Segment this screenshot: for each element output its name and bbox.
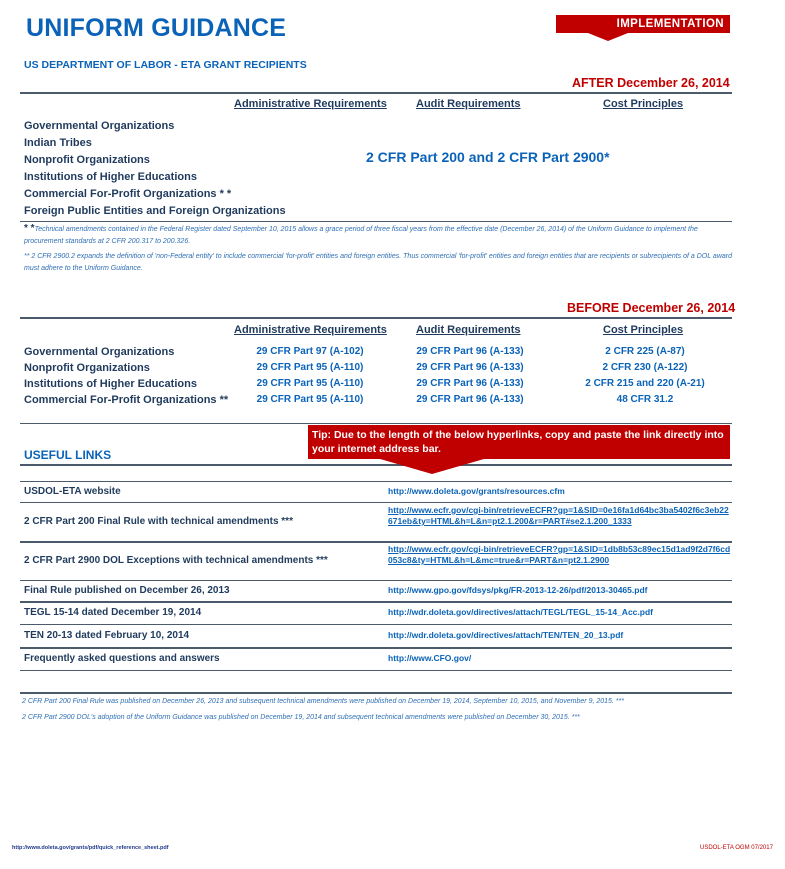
col-head-cost: Cost Principles: [603, 324, 684, 336]
footnote-1: 2 CFR Part 200 Final Rule was published on December 26, 2013 and subsequent technical amendments were published on December 19, 2014, September 10, 2015, and November 9, 2015. ***: [22, 698, 624, 705]
after-date-label: AFTER December 26, 2014: [572, 76, 730, 90]
link-label: 2 CFR Part 2900 DOL Exceptions with technical amendments ***: [24, 555, 328, 566]
after-note-2: ** 2 CFR 2900.2 expands the definition of 'non-Federal entity' to include commercial 'for-profit' entities and foreign entities. Thus commercial 'for-profit' entities and foreign entities that are recipients or subrecipients of a DOL award must adhere to the Uniform Guidance.: [24, 253, 732, 272]
before-org: Governmental Organizations: [24, 346, 175, 358]
section-divider: [20, 481, 732, 482]
col-head-cost: Cost Principles: [603, 98, 684, 110]
link-label: Frequently asked questions and answers: [24, 653, 220, 664]
tip-callout: Tip: Due to the length of the below hyperlinks, copy and paste the link directly into your internet address bar.: [308, 425, 730, 459]
link-url[interactable]: http://wdr.doleta.gov/directives/attach/TEN/TEN_20_13.pdf: [388, 630, 624, 640]
page-subtitle: US DEPARTMENT OF LABOR - ETA GRANT RECIPIENTS: [24, 59, 307, 71]
link-label: Final Rule published on December 26, 2013: [24, 585, 230, 596]
before-admin-cell: 29 CFR Part 95 (A-110): [256, 378, 364, 389]
tip-arrow-icon: [380, 459, 484, 474]
row-divider: [20, 502, 732, 503]
after-note-1: [24, 223, 734, 248]
org-indian-tribes: Indian Tribes: [24, 137, 92, 149]
before-audit-cell: 29 CFR Part 96 (A-133): [416, 362, 524, 373]
link-label: TEGL 15-14 dated December 19, 2014: [24, 607, 202, 618]
row-divider: [20, 624, 732, 625]
before-cost-cell: 2 CFR 225 (A-87): [605, 346, 685, 357]
org-commercial: Commercial For-Profit Organizations * *: [24, 188, 232, 200]
applicable-regulations: 2 CFR Part 200 and 2 CFR Part 2900*: [366, 149, 610, 165]
row-divider: [20, 670, 732, 671]
before-org: Institutions of Higher Educations: [24, 378, 197, 390]
before-admin-cell: 29 CFR Part 95 (A-110): [256, 394, 364, 405]
useful-links-heading: USEFUL LINKS: [24, 448, 112, 462]
before-date-label: BEFORE December 26, 2014: [567, 301, 736, 315]
link-url[interactable]: http://www.ecfr.gov/cgi-bin/retrieveECFR?gp=1&SID=1db8b53c89ec15d1ad9f2d7f6cd053c8&ty=HTML&h=L&mc=true&r=PART&n=pt2.1.2900: [388, 544, 731, 565]
col-head-audit: Audit Requirements: [416, 98, 521, 110]
org-higher-ed: Institutions of Higher Educations: [24, 171, 197, 183]
footnote-2: 2 CFR Part 2900 DOL's adoption of the Uniform Guidance was published on December 19, 2014 and subsequent technical amendments were published on December 30, 2015. ***: [22, 714, 580, 721]
row-divider: [20, 647, 732, 649]
before-audit-cell: 29 CFR Part 96 (A-133): [416, 378, 524, 389]
before-org: Nonprofit Organizations: [24, 362, 150, 374]
version-label: USDOL-ETA OGM 07/2017: [700, 845, 773, 851]
before-cost-cell: 2 CFR 215 and 220 (A-21): [585, 378, 705, 389]
before-audit-cell: 29 CFR Part 96 (A-133): [416, 346, 524, 357]
link-label: TEN 20-13 dated February 10, 2014: [24, 630, 190, 641]
row-divider: [20, 580, 732, 581]
link-url[interactable]: http://www.ecfr.gov/cgi-bin/retrieveECFR?gp=1&SID=0e16fa1d64bc3ba5402f6c3eb22671eb&ty=HTML&h=L&n=pt2.1.200&r=PART#se2.1.200_1333: [388, 505, 729, 526]
source-url[interactable]: http://www.doleta.gov/grants/pdf/quick_reference_sheet.pdf: [12, 845, 169, 851]
link-label: 2 CFR Part 200 Final Rule with technical amendments ***: [24, 516, 293, 527]
org-governmental: Governmental Organizations: [24, 120, 175, 132]
implementation-banner: IMPLEMENTATION: [556, 15, 730, 33]
note-text: Technical amendments contained in the Federal Register dated September 10, 2015 allows a grace period of three fiscal years from the effective date (December 26, 2014) of the Uniform Guidance to implement the procurement standards at 2 CFR 200.317 to 200.326.: [24, 226, 698, 245]
section-divider: [20, 92, 732, 94]
link-url[interactable]: http://www.gpo.gov/fdsys/pkg/FR-2013-12-26/pdf/2013-30465.pdf: [388, 585, 648, 595]
before-admin-cell: 29 CFR Part 97 (A-102): [256, 346, 364, 357]
page-title: UNIFORM GUIDANCE: [26, 14, 287, 42]
row-divider: [20, 601, 732, 603]
before-admin-cell: 29 CFR Part 95 (A-110): [256, 362, 364, 373]
before-audit-cell: 29 CFR Part 96 (A-133): [416, 394, 524, 405]
before-cost-cell: 48 CFR 31.2: [616, 394, 674, 405]
link-url[interactable]: http://wdr.doleta.gov/directives/attach/TEGL/TEGL_15-14_Acc.pdf: [388, 607, 653, 617]
section-divider: [20, 221, 732, 222]
row-divider: [20, 541, 732, 543]
section-divider: [20, 423, 732, 424]
link-url[interactable]: http://www.doleta.gov/grants/resources.cfm: [388, 486, 565, 496]
org-foreign: Foreign Public Entities and Foreign Organizations: [24, 205, 286, 217]
section-divider: [20, 692, 732, 694]
col-head-admin: Administrative Requirements: [234, 324, 387, 336]
before-org: Commercial For-Profit Organizations **: [24, 394, 229, 406]
section-divider: [20, 317, 732, 319]
col-head-audit: Audit Requirements: [416, 324, 521, 336]
link-url[interactable]: http://www.CFO.gov/: [388, 653, 472, 663]
col-head-admin: Administrative Requirements: [234, 98, 387, 110]
before-cost-cell: 2 CFR 230 (A-122): [602, 362, 688, 373]
org-nonprofit: Nonprofit Organizations: [24, 154, 150, 166]
banner-arrow-icon: [588, 33, 628, 41]
note-marker: * *: [24, 223, 35, 234]
link-label: USDOL-ETA website: [24, 486, 121, 497]
section-divider: [20, 464, 732, 466]
